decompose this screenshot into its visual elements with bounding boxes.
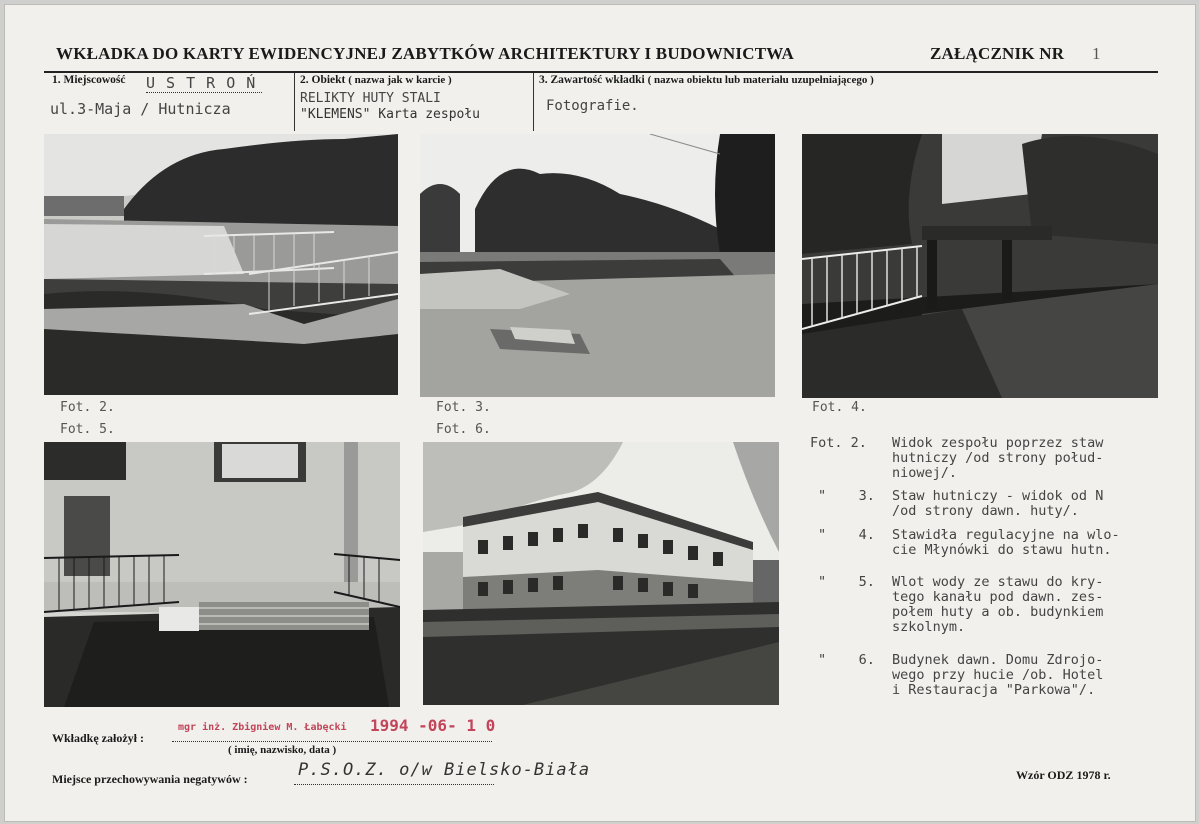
- photo-3-caption: Fot. 3.: [436, 400, 491, 415]
- desc-5-line4: szkolnym.: [892, 619, 966, 635]
- desc-2-line2: hutniczy /od strony połud-: [892, 450, 1104, 466]
- field-2-value-line2: "KLEMENS" Karta zespołu: [300, 107, 481, 122]
- desc-2-line3: niowej/.: [892, 465, 958, 481]
- prepared-by-dotline: [172, 741, 492, 742]
- desc-4-prefix: " 4.: [818, 527, 875, 543]
- field-1-dotline: [146, 92, 262, 93]
- desc-3-prefix: " 3.: [818, 488, 875, 504]
- field-2-label-sub: ( nazwa jak w karcie ): [348, 74, 452, 86]
- photo-4-sluice-gates: [802, 134, 1158, 398]
- prepared-by-label: Wkładkę założył :: [52, 731, 144, 745]
- negatives-storage-label: Miejsce przechowywania negatywów :: [52, 772, 248, 786]
- attachment-number: 1: [1092, 44, 1101, 63]
- photo-4-caption: Fot. 4.: [812, 400, 867, 415]
- desc-3-line1: Staw hutniczy - widok od N: [892, 488, 1104, 504]
- photo-2-caption: Fot. 2.: [60, 400, 115, 415]
- photo-5-water-inlet: [44, 442, 400, 707]
- photo-6-caption: Fot. 6.: [436, 422, 491, 437]
- field-2-label-text: 2. Obiekt: [300, 74, 346, 86]
- desc-6-line3: i Restauracja "Parkowa"/.: [892, 682, 1096, 698]
- field-2-value-line1: RELIKTY HUTY STALI: [300, 91, 441, 106]
- field-divider-1: [294, 73, 295, 131]
- field-3-label-sub: ( nazwa obiektu lub materiału uzupełniającego ): [647, 74, 874, 86]
- form-title: WKŁADKA DO KARTY EWIDENCYJNEJ ZABYTKÓW ARCHITEKTURY I BUDOWNICTWA: [56, 44, 795, 63]
- header-rule: [44, 71, 1158, 73]
- desc-2-prefix: Fot. 2.: [810, 435, 867, 451]
- field-1-value-2: ul.3-Maja / Hutnicza: [50, 100, 231, 118]
- desc-3-line2: /od strony dawn. huty/.: [892, 503, 1079, 519]
- field-3-label: [539, 74, 874, 86]
- field-1-value: U S T R O Ń: [146, 74, 257, 92]
- prepared-by-stamp: mgr inż. Zbigniew M. Łabęcki: [178, 722, 347, 733]
- attachment-label: ZAŁĄCZNIK NR: [930, 44, 1065, 63]
- prepared-by-sublabel: ( imię, nazwisko, data ): [228, 744, 337, 756]
- field-1-label: 1. Miejscowość: [52, 74, 126, 86]
- photo-2-pond-view: [44, 134, 398, 395]
- desc-4-line2: cie Młynówki do stawu hutn.: [892, 542, 1112, 558]
- desc-5-prefix: " 5.: [818, 574, 875, 590]
- desc-6-line2: wego przy hucie /ob. Hotel: [892, 667, 1104, 683]
- prepared-date-stamp: 1994 -06- 1 0: [370, 716, 496, 735]
- field-divider-2: [533, 73, 534, 131]
- negatives-storage-value: P.S.O.Z. o/w Bielsko-Biała: [298, 760, 591, 780]
- desc-5-line1: Wlot wody ze stawu do kry-: [892, 574, 1104, 590]
- field-2-label: [300, 74, 452, 86]
- photo-descriptions: [810, 436, 1160, 716]
- photo-5-caption: Fot. 5.: [60, 422, 115, 437]
- photo-3-pond-from-north: [420, 134, 775, 397]
- desc-2-line1: Widok zespołu poprzez staw: [892, 435, 1104, 451]
- desc-5-line3: połem huty a ob. budynkiem: [892, 604, 1104, 620]
- form-template-label: Wzór ODZ 1978 r.: [1016, 768, 1111, 782]
- desc-6-prefix: " 6.: [818, 652, 875, 668]
- negatives-storage-dotline: [294, 784, 494, 785]
- desc-4-line1: Stawidła regulacyjne na wlo-: [892, 527, 1120, 543]
- desc-6-line1: Budynek dawn. Domu Zdrojo-: [892, 652, 1104, 668]
- photo-6-hotel-building: [423, 442, 779, 705]
- desc-5-line2: tego kanału pod dawn. zes-: [892, 589, 1104, 605]
- field-3-value: Fotografie.: [546, 98, 639, 114]
- field-3-label-text: 3. Zawartość wkładki: [539, 74, 645, 86]
